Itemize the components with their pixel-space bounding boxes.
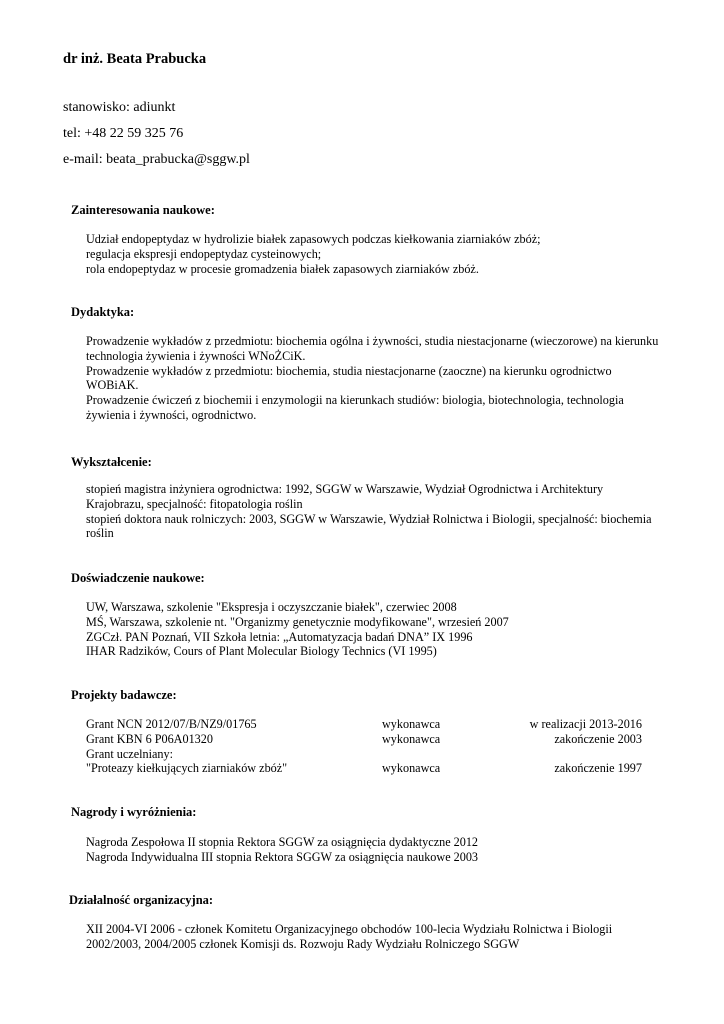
interests-heading: Zainteresowania naukowe: (71, 203, 215, 217)
education-line: stopień doktora nauk rolniczych: 2003, SGGW w Warszawie, Wydział Rolnictwa i Biologii, specjalność: biochemia (86, 511, 652, 526)
organization-list (86, 922, 696, 952)
experience-line: IHAR Radzików, Cours of Plant Molecular Biology Technics (VI 1995) (86, 644, 437, 659)
project-role: wykonawca (382, 717, 441, 731)
education-list (86, 482, 696, 541)
awards-line: Nagroda Zespołowa II stopnia Rektora SGGW za osiągnięcia dydaktyczne 2012 (86, 835, 479, 849)
project-role: wykonawca (382, 761, 441, 776)
experience-list (86, 600, 696, 659)
education-line: Krajobrazu, specjalność: fitopatologia roślin (86, 496, 303, 511)
teaching-list (86, 334, 696, 423)
teaching-line: Prowadzenie ćwiczeń z biochemii i enzymologii na kierunkach studiów: biologia, biotechnologia, technologia (86, 393, 624, 408)
organization-heading: Działalność organizacyjna: (69, 893, 214, 907)
project-status: zakończenie 1997 (554, 761, 642, 776)
interests-line: Udział endopeptydaz w hydrolizie białek zapasowych podczas kiełkowania ziarniaków zbóż; (86, 232, 541, 246)
project-title: "Proteazy kiełkujących ziarniaków zbóż" (86, 761, 288, 776)
person-name: dr inż. Beata Prabucka (63, 51, 207, 67)
interests-line: regulacja ekspresji endopeptydaz cysteinowych; (86, 246, 322, 261)
experience-line: MŚ, Warszawa, szkolenie nt. "Organizmy genetycznie modyfikowane", wrzesień 2007 (86, 614, 509, 629)
teaching-line: Prowadzenie wykładów z przedmiotu: biochemia ogólna i żywności, studia niestacjonarne (wieczorowe) na kierunku (86, 334, 659, 348)
awards-heading: Nagrody i wyróżnienia: (71, 805, 197, 819)
teaching-line: Prowadzenie wykładów z przedmiotu: biochemia, studia niestacjonarne (zaoczne) na kierunku ogrodnictwo (86, 363, 612, 378)
education-line: stopień magistra inżyniera ogrodnictwa: 1992, SGGW w Warszawie, Wydział Ogrodnictwa i Architektury (86, 482, 604, 496)
experience-heading: Doświadczenie naukowe: (71, 571, 205, 585)
teaching-heading: Dydaktyka: (71, 305, 135, 319)
interests-line: rola endopeptydaz w procesie gromadzenia białek zapasowych ziarniaków zbóż. (86, 261, 479, 276)
projects-table (86, 717, 642, 776)
organization-line: 2002/2003, 2004/2005 członek Komisji ds. Rozwoju Rady Wydziału Rolniczego SGGW (86, 936, 520, 951)
project-row (86, 747, 642, 762)
email-line: e-mail: beata_prabucka@sggw.pl (63, 152, 250, 167)
interests-list (86, 232, 696, 276)
project-row (86, 732, 642, 747)
project-status: w realizacji 2013-2016 (529, 717, 642, 731)
education-heading: Wykształcenie: (71, 455, 152, 469)
project-row (86, 717, 642, 732)
project-title: Grant KBN 6 P06A01320 (86, 731, 213, 746)
project-row (86, 761, 642, 776)
education-line: roślin (86, 526, 114, 541)
phone-line: tel: +48 22 59 325 76 (63, 126, 184, 141)
teaching-line: WOBiAK. (86, 378, 139, 393)
teaching-line: żywienia i żywności, ogrodnictwo. (86, 407, 257, 422)
experience-line: ZGCzł. PAN Poznań, VII Szkoła letnia: „Automatyzacja badań DNA” IX 1996 (86, 629, 473, 644)
experience-line: UW, Warszawa, szkolenie "Ekspresja i oczyszczanie białek", czerwiec 2008 (86, 600, 457, 614)
project-status: zakończenie 2003 (554, 731, 642, 746)
position-line: stanowisko: adiunkt (63, 100, 176, 115)
awards-line: Nagroda Indywidualna III stopnia Rektora SGGW za osiągnięcia naukowe 2003 (86, 849, 479, 864)
projects-heading: Projekty badawcze: (71, 688, 177, 702)
project-title: Grant NCN 2012/07/B/NZ9/01765 (86, 717, 257, 731)
teaching-line: technologia żywienia i żywności WNoŻCiK. (86, 348, 306, 363)
awards-list (86, 835, 696, 865)
project-role: wykonawca (382, 731, 441, 746)
project-title: Grant uczelniany: (86, 746, 173, 761)
organization-line: XII 2004-VI 2006 - członek Komitetu Organizacyjnego obchodów 100-lecia Wydziału Rolnictwa i Biologii (86, 922, 613, 936)
